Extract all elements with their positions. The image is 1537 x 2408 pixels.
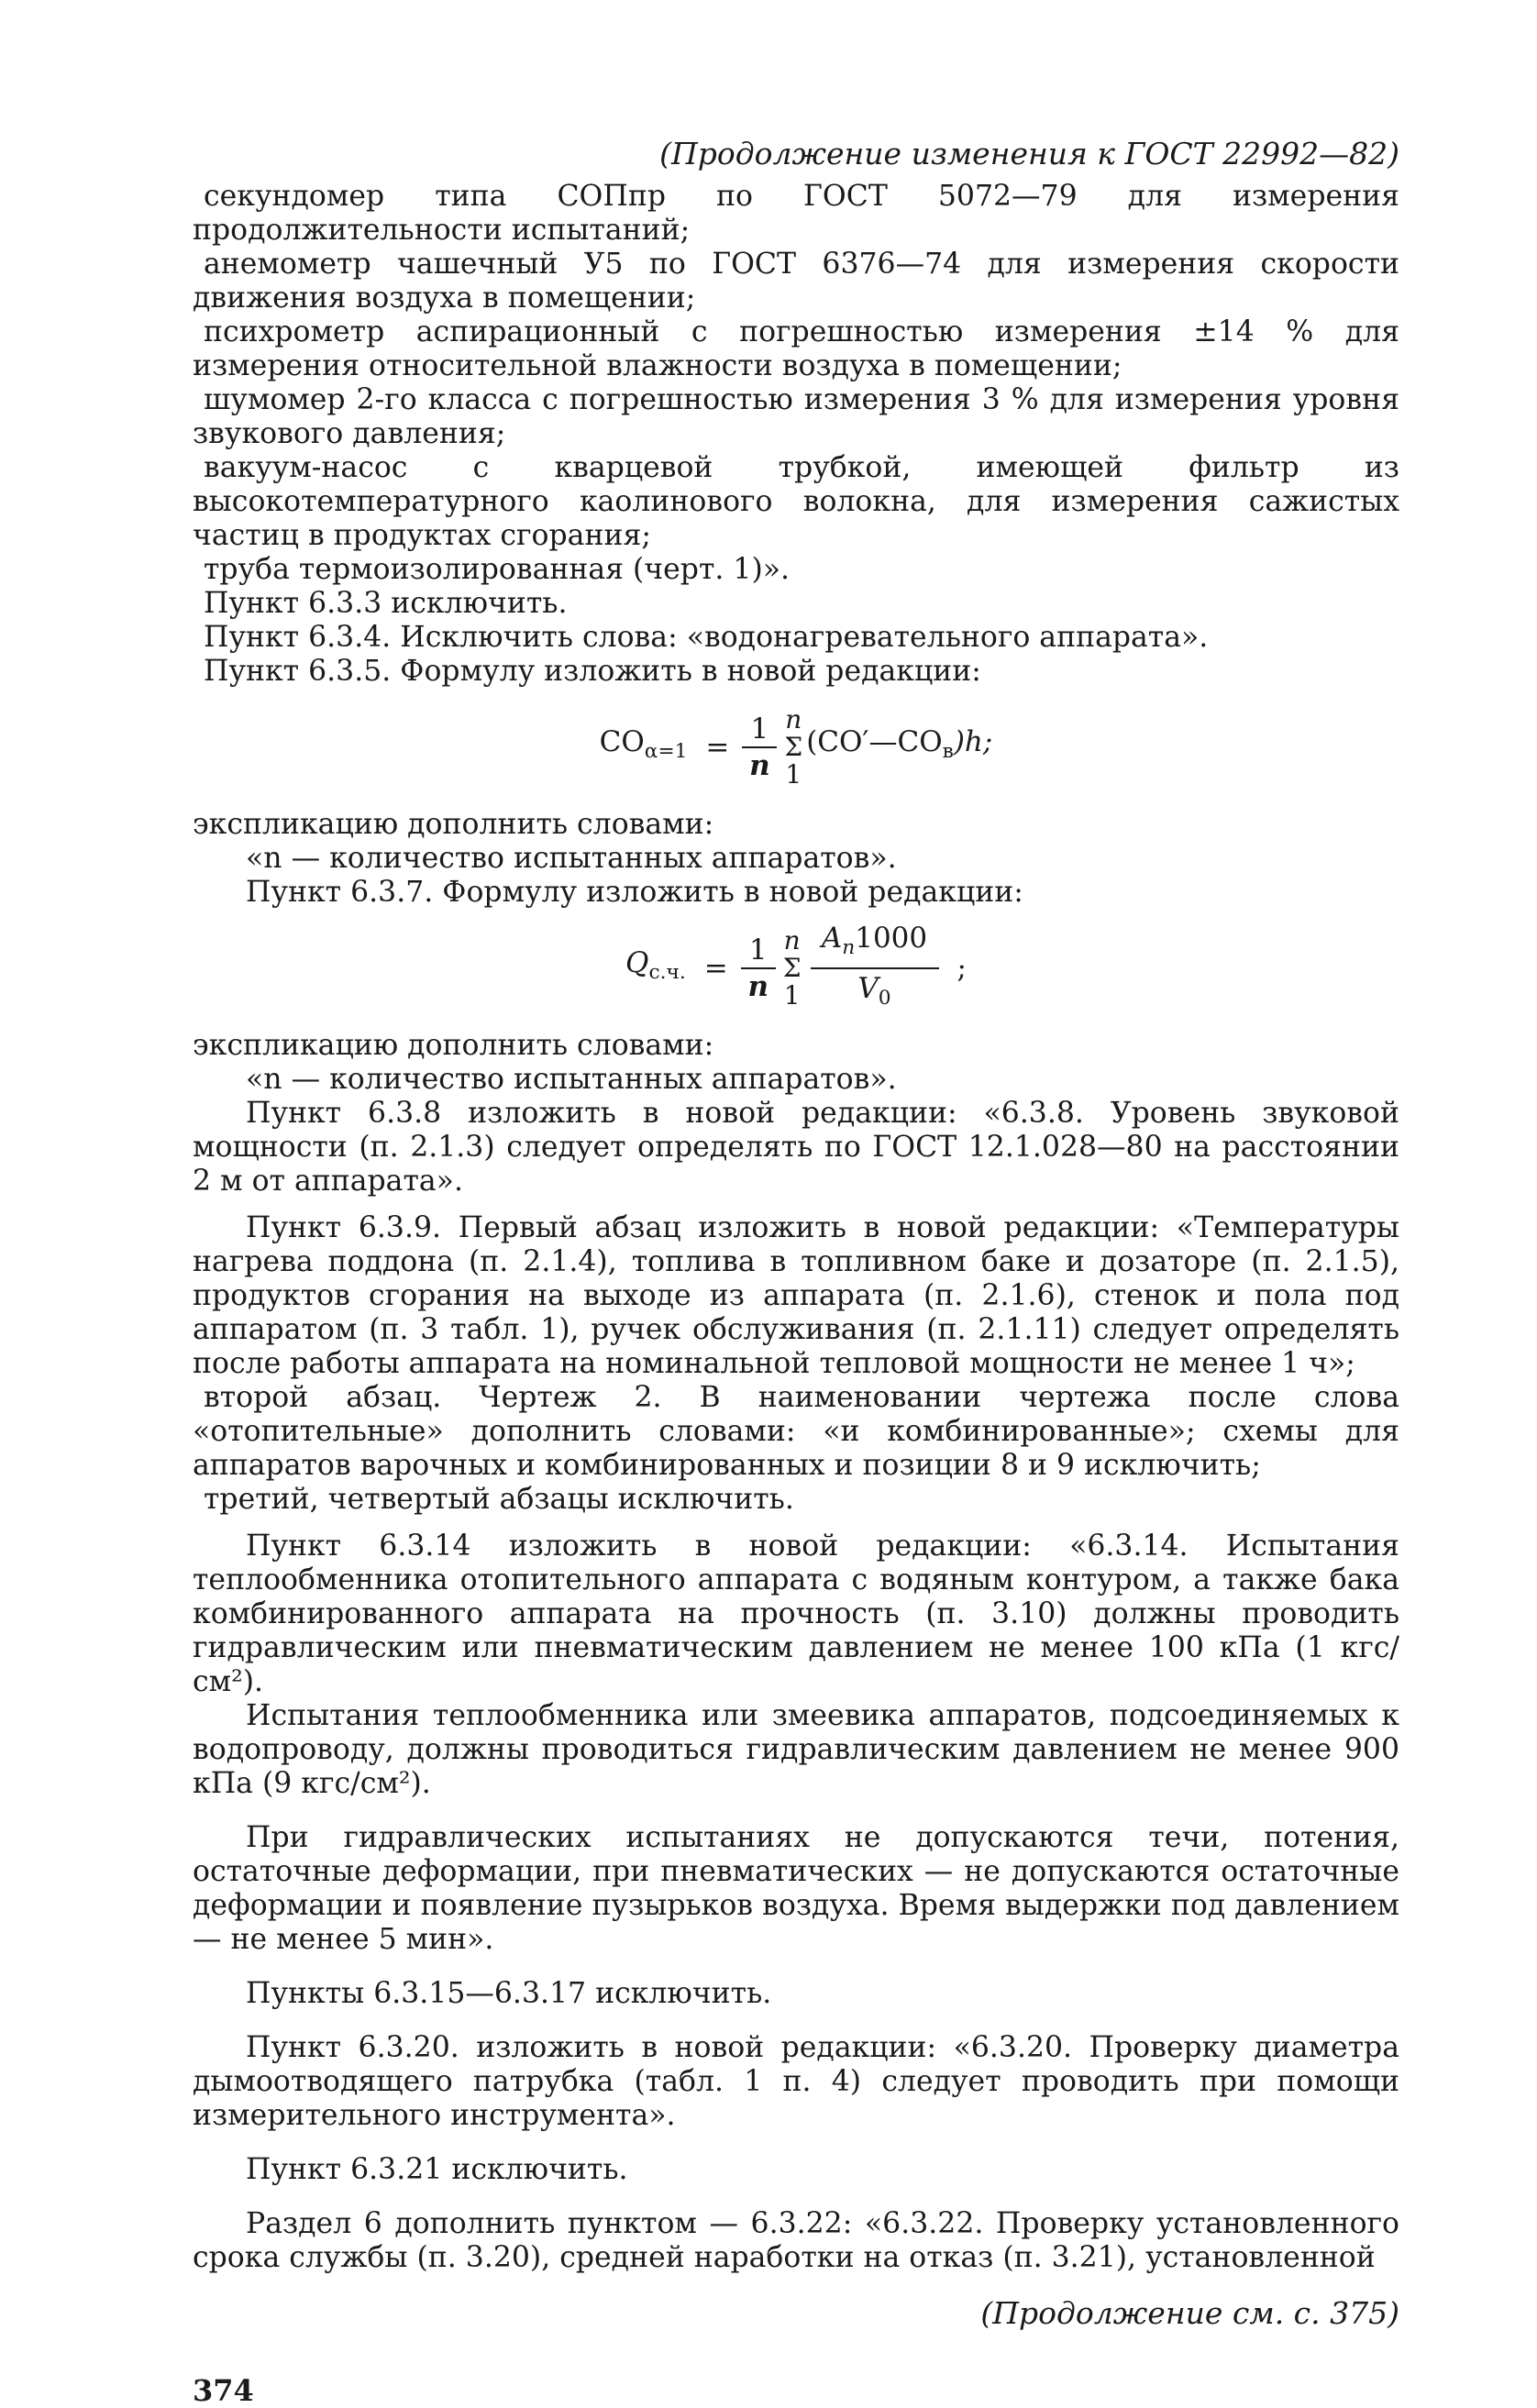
paragraph: шумомер 2-го класса с погрешностью измерения 3 % для измерения уровня звукового давления; bbox=[193, 383, 1399, 450]
summation: n Σ 1 bbox=[784, 704, 803, 790]
formula-lhs: $CO_{\alpha=1}$ bbox=[599, 725, 688, 764]
paragraph: второй абзац. Чертеж 2. В наименовании чертежа после слова «отопительные» дополнить словами: «и комбинированные»; схемы для аппаратов варочных и комбинированных и позиции 8 и 9 исключить; bbox=[193, 1381, 1399, 1482]
page-number: 374 bbox=[193, 2373, 254, 2408]
paragraph: третий, четвертый абзацы исключить. bbox=[204, 1483, 794, 1516]
paragraph: экспликацию дополнить словами: bbox=[193, 808, 714, 841]
paragraph: Пункт 6.3.14 изложить в новой редакции: «6.3.14. Испытания теплообменника отопительного аппарата с водяным контуром, а также бака комбинированного аппарата на прочность (п. 3.10) должны проводить гидравлическим или пневматическим давлением не менее 100 кПа (1 кгс/см²). bbox=[193, 1530, 1399, 1698]
running-header: (Продолжение изменения к ГОСТ 22992—82) bbox=[659, 136, 1399, 171]
paragraph: Пункт 6.3.3 исключить. bbox=[204, 587, 568, 620]
paragraph: Пункт 6.3.7. Формулу изложить в новой редакции: bbox=[246, 876, 1023, 909]
paragraph: вакуум-насос с кварцевой трубкой, имеющей фильтр из высокотемпературного каолинового волокна, для измерения сажистых частиц в продуктах сгорания; bbox=[193, 451, 1399, 552]
paragraph: психрометр аспирационный с погрешностью измерения ±14 % для измерения относительной влажности воздуха в помещении; bbox=[193, 315, 1399, 382]
formula-lhs: $Q_{с.ч.}$ bbox=[625, 946, 686, 985]
paragraph: Пункт 6.3.9. Первый абзац изложить в новой редакции: «Температуры нагрева поддона (п. 2.1.4), топлива в топливном баке и дозаторе (п. 2.1.5), продуктов сгорания на выходе из аппарата (п. 2.1.6), стенок и пола под аппаратом (п. 3 табл. 1), ручек обслуживания (п. 2.1.11) следует определять после работы аппарата на номинальной тепловой мощности не менее 1 ч»; bbox=[193, 1211, 1399, 1380]
paragraph: При гидравлических испытаниях не допускаются течи, потения, остаточные деформации, при пневматических — не допускаются остаточные деформации и появление пузырьков воздуха. Время выдержки под давлением — не менее 5 мин». bbox=[193, 1821, 1399, 1956]
paragraph: Пункт 6.3.5. Формулу изложить в новой редакции: bbox=[204, 655, 981, 688]
paragraph: Пункт 6.3.8 изложить в новой редакции: «6.3.8. Уровень звуковой мощности (п. 2.1.3) следует определять по ГОСТ 12.1.028—80 на расстоянии 2 м от аппарата». bbox=[193, 1097, 1399, 1198]
paragraph: Пункт 6.3.20. изложить в новой редакции: «6.3.20. Проверку диаметра дымоотводящего патрубка (табл. 1 п. 4) следует проводить при помощи измерительного инструмента». bbox=[193, 2031, 1399, 2132]
formula-q: $Q_{с.ч.}$ = $\frac{1}{n}$ n Σ 1 $\frac{A_n1000}{V_0}$ ; bbox=[193, 913, 1399, 1023]
formula-equals: = bbox=[705, 730, 730, 764]
body-text bbox=[193, 180, 1399, 2275]
paragraph: Раздел 6 дополнить пунктом — 6.3.22: «6.3.22. Проверку установленного срока службы (п. 3.20), средней наработки на отказ (п. 3.21), установленной bbox=[193, 2207, 1399, 2274]
paragraph: Пункт 6.3.21 исключить. bbox=[246, 2153, 628, 2186]
paragraph: Пункт 6.3.4. Исключить слова: «водонагревательного аппарата». bbox=[204, 621, 1209, 654]
fraction: $\frac{1}{n}$ bbox=[742, 715, 777, 779]
paragraph: экспликацию дополнить словами: bbox=[193, 1029, 714, 1062]
formula-co bbox=[193, 692, 1399, 802]
formula-body: $(CO'—CO_в)h$; bbox=[806, 725, 993, 764]
continuation-note: (Продолжение см. с. 375) bbox=[980, 2295, 1399, 2331]
paragraph: анемометр чашечный У5 по ГОСТ 6376—74 для измерения скорости движения воздуха в помещении; bbox=[193, 248, 1399, 315]
fraction: $\frac{A_n1000}{V_0}$ bbox=[811, 922, 939, 1014]
paragraph: «n — количество испытанных аппаратов». bbox=[246, 842, 897, 875]
paragraph: «n — количество испытанных аппаратов». bbox=[246, 1063, 897, 1096]
paragraph: труба термоизолированная (черт. 1)». bbox=[204, 553, 791, 586]
paragraph: секундомер типа СОПпр по ГОСТ 5072—79 для измерения продолжительности испытаний; bbox=[193, 180, 1399, 247]
formula-equals: = bbox=[703, 951, 728, 985]
paragraph: Испытания теплообменника или змеевика аппаратов, подсоединяемых к водопроводу, должны проводиться гидравлическим давлением не менее 900 кПа (9 кгс/см²). bbox=[193, 1699, 1399, 1800]
summation: n Σ 1 bbox=[782, 925, 802, 1011]
paragraph: Пункты 6.3.15—6.3.17 исключить. bbox=[246, 1977, 772, 2010]
fraction: $\frac{1}{n}$ bbox=[741, 936, 776, 1000]
